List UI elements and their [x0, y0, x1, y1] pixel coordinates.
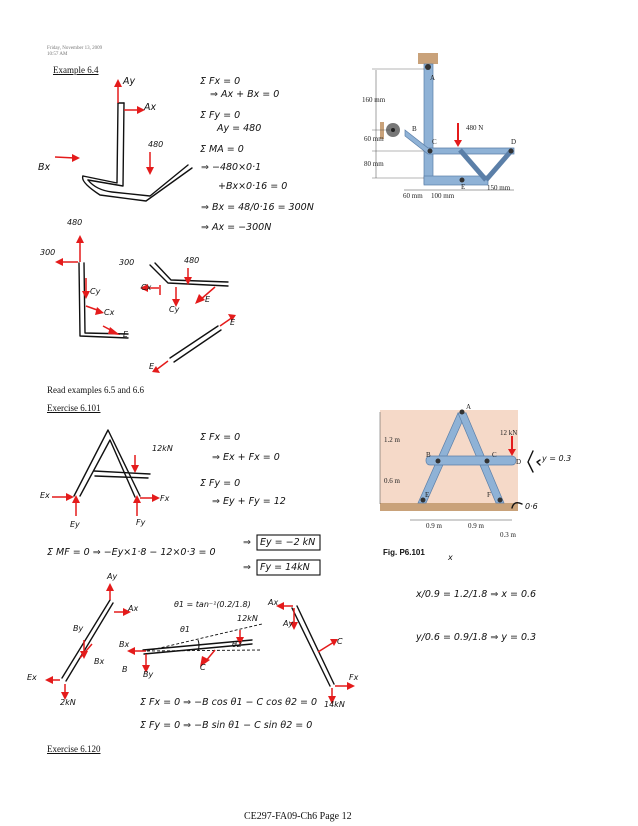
ex-eq-ey-fy: ⇒ Ey + Fy = 12	[212, 496, 286, 507]
fig2-dim-06: 0.6 m	[384, 477, 400, 485]
fbd-link-member	[152, 314, 236, 373]
ex-eq-sum-fy: Σ Fy = 0	[200, 478, 241, 489]
fig2-label-load: 12 kN	[500, 429, 518, 437]
fig1-dim-80: 80 mm	[364, 160, 384, 168]
fig1-dim-160: 160 mm	[362, 96, 386, 104]
fbd-label-e4: E	[149, 362, 155, 371]
eq-sum-fy: Σ Fy = 0	[200, 110, 241, 121]
fbd2-label-theta2: θ2	[232, 640, 242, 649]
fbd2-label-ax: Ax	[128, 604, 139, 613]
fbd2-label-bx2: Bx	[119, 640, 130, 649]
fig1-label-a: A	[430, 74, 436, 82]
side-brace	[528, 451, 540, 472]
ex-label-ex: Ex	[40, 491, 50, 500]
side-x: x	[448, 553, 453, 562]
fbd2-label-b: B	[122, 665, 128, 674]
exercise2-title: Exercise 6.120	[47, 744, 101, 754]
fig2-caption: Fig. P6.101	[383, 548, 425, 557]
fig2-label-b: B	[426, 451, 431, 459]
ex-label-fy: Fy	[136, 518, 146, 527]
fbd2-label-by3: By	[143, 670, 154, 679]
fig1-label-d: D	[511, 138, 517, 146]
fbd2-label-c: C	[200, 663, 206, 672]
eq-sum-fx: Σ Fx = 0	[200, 76, 241, 87]
ex-label-12kn: 12kN	[152, 444, 173, 453]
fig1-label-load: 480 N	[466, 124, 484, 132]
geom-x: x/0.9 = 1.2/1.8 ⇒ x = 0.6	[416, 589, 537, 600]
timestamp-date: Friday, November 13, 2009	[47, 46, 103, 51]
answer-ey: Ey = −2 kN	[260, 537, 316, 548]
side-06: 0·6	[525, 502, 538, 511]
timestamp-time: 10:57 AM	[47, 52, 68, 57]
fig2-dim-09b: 0.9 m	[468, 522, 484, 530]
side-y03: y = 0.3	[542, 454, 572, 463]
fig2-dim-03: 0.3 m	[500, 531, 516, 539]
figure-frame-diagram	[372, 53, 517, 190]
label-ax: Ax	[144, 102, 157, 113]
fbd-label-480: 480	[67, 218, 83, 227]
fig2-label-e: E	[425, 491, 430, 499]
fig1-dim-100: 100 mm	[431, 192, 455, 200]
fig1-label-e: E	[461, 183, 466, 191]
exercise-a-frame-sketch	[52, 430, 160, 516]
eq-moment-1: ⇒ −480×0·1	[201, 162, 262, 173]
fbd2-label-2kn: 2kN	[60, 698, 76, 707]
fbd-label-e1: E	[205, 295, 211, 304]
fbd-label-300b: 300	[119, 258, 135, 267]
fig2-dim-12: 1.2 m	[384, 436, 400, 444]
answer-fy: Fy = 14kN	[260, 562, 310, 573]
ex-eq-sum-mf: Σ MF = 0 ⇒ −Ey×1·8 − 12×0·3 = 0	[47, 547, 216, 558]
ex-eq-sum-fx: Σ Fx = 0	[200, 432, 241, 443]
fbd2-label-14kn: 14kN	[324, 700, 345, 709]
fbd2-label-ax2: Ax	[268, 598, 279, 607]
label-load-480: 480	[148, 140, 164, 149]
fbd2-label-c2: C	[337, 637, 343, 646]
fig1-dim-60: 60 mm	[364, 135, 384, 143]
page-footer: CE297-FA09-Ch6 Page 12	[244, 811, 352, 822]
ex-label-fx: Fx	[160, 494, 170, 503]
fbd-label-cy2: Cy	[169, 305, 180, 314]
fbd-label-e2: E	[123, 330, 129, 339]
fbd-label-cx2: Cx	[141, 283, 152, 292]
fbd-top-piece	[140, 263, 228, 307]
ex-label-ey: Ey	[70, 520, 80, 529]
fig2-dim-09a: 0.9 m	[426, 522, 442, 530]
exercise1-title: Exercise 6.101	[47, 403, 101, 413]
example-frame-sketch	[83, 103, 192, 201]
fig1-dim-150: 150 mm	[487, 184, 511, 192]
fbd2-label-ex: Ex	[27, 673, 37, 682]
fbd-label-e3: E	[230, 318, 236, 327]
fbd2-label-ay2: Ay	[283, 619, 294, 628]
label-bx: Bx	[38, 162, 51, 173]
label-ay: Ay	[123, 76, 136, 87]
fig1-label-c: C	[432, 138, 437, 146]
fig1-dim-60b: 60 mm	[403, 192, 423, 200]
ex-eq-arrow-2: ⇒	[243, 562, 251, 573]
fig2-label-a: A	[466, 403, 472, 411]
eq-sum-ma: Σ MA = 0	[200, 144, 244, 155]
fbd2-label-by: By	[73, 624, 84, 633]
eq-bx-result: ⇒ Bx = 48/0·16 = 300N	[201, 202, 314, 213]
fig2-label-d: D	[516, 458, 522, 466]
fbd-label-480b: 480	[184, 256, 200, 265]
fig2-label-c: C	[492, 451, 497, 459]
ex-eq-ex-fx: ⇒ Ex + Fx = 0	[212, 452, 280, 463]
fbd2-label-fx: Fx	[349, 673, 359, 682]
fbd2-label-bx: Bx	[94, 657, 105, 666]
fig2-label-f: F	[487, 491, 491, 499]
fbd-label-cy1: Cy	[90, 287, 101, 296]
eq-moment-2: +Bx×0·16 = 0	[218, 181, 288, 192]
eq-ax-bx: ⇒ Ax + Bx = 0	[210, 89, 280, 100]
read-note: Read examples 6.5 and 6.6	[47, 385, 144, 395]
ex-eq-bc-y: Σ Fy = 0 ⇒ −B sin θ1 − C sin θ2 = 0	[140, 720, 313, 731]
example-title: Example 6.4	[53, 65, 99, 75]
geom-y: y/0.6 = 0.9/1.8 ⇒ y = 0.3	[416, 632, 537, 643]
fbd-label-300a: 300	[40, 248, 56, 257]
ex-eq-bc-x: Σ Fx = 0 ⇒ −B cos θ1 − C cos θ2 = 0	[140, 697, 318, 708]
eq-ax-result: ⇒ Ax = −300N	[201, 222, 272, 233]
fbd-label-cx1: Cx	[104, 308, 115, 317]
figure-a-frame-diagram	[380, 410, 518, 521]
ex-eq-arrow-1: ⇒	[243, 537, 251, 548]
fbd2-label-theta1: θ1	[180, 625, 190, 634]
fig1-label-b: B	[412, 125, 417, 133]
fbd2-theta-eq: θ1 = tan⁻¹(0.2/1.8)	[174, 600, 251, 609]
fbd2-label-12kn: 12kN	[237, 614, 258, 623]
fbd2-label-ay: Ay	[107, 572, 118, 581]
eq-ay: Ay = 480	[217, 123, 262, 134]
